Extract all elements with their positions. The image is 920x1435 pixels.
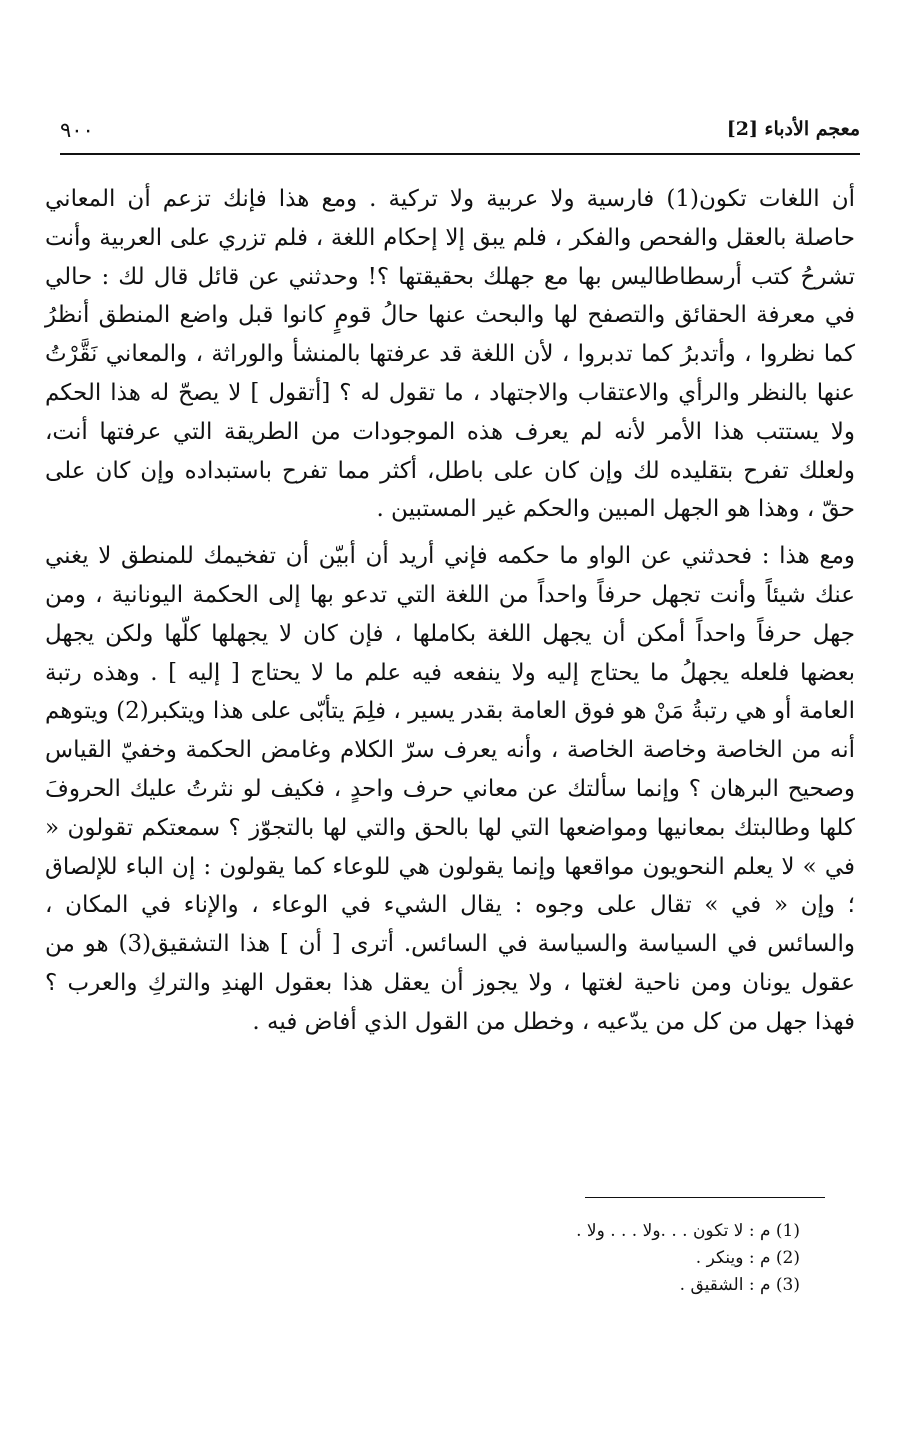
page-header xyxy=(60,118,860,148)
footnote-1: (1) م : لا تكون . . .ولا . . . ولا . xyxy=(576,1221,800,1241)
footnote-3: (3) م : الشقيق . xyxy=(679,1275,800,1295)
running-title: معجم الأدباء [2] xyxy=(726,118,860,140)
footnote-rule xyxy=(585,1197,825,1198)
paragraph-1: أن اللغات تكون(1) فارسية ولا عربية ولا تركية . ومع هذا فإنك تزعم أن المعاني حاصلة بالعقل والفحص والفكر ، فلم يبق إلا إحكام اللغة ، فلم تزري على العربية وأنت تشرحُ كتب أرسطاطاليس بها مع جهلك بحقيقتها ؟! وحدثني عن قائل قال لك : حالي في معرفة الحقائق والتصفح لها والبحث عنها حالُ قومٍ كانوا قبل واضع المنطق أنظرُ كما نظروا ، وأتدبرُ كما تدبروا ، لأن اللغة قد عرفتها بالمنشأ والوراثة ، والمعاني نَقَّرْتُ عنها بالنظر والرأي والاعتقاب والاجتهاد ، ما تقول له ؟ [أتقول ] لا يصحّ له هذا الحكم ولا يستتب هذا الأمر لأنه لم يعرف هذه الموجودات من الطريقة التي عرفتها أنت، ولعلك تفرح بتقليده لك وإن كان على باطل، أكثر مما تفرح باستبداده وإن كان على حقّ ، وهذا هو الجهل المبين والحكم غير المستبين . xyxy=(45,186,855,523)
header-rule xyxy=(60,153,860,155)
main-text xyxy=(45,180,855,1042)
paragraph-2: ومع هذا : فحدثني عن الواو ما حكمه فإني أريد أن أبيّن أن تفخيمك للمنطق لا يغني عنك شيئاً وأنت تجهل حرفاً واحداً من اللغة التي تدعو بها إلى الحكمة اليونانية ، ومن جهل حرفاً واحداً أمكن أن يجهل اللغة بكاملها ، فإن كان لا يجهلها كلّها ولكن يجهل بعضها فلعله يجهلُ ما يحتاج إليه ولا ينفعه فيه علم ما لا يحتاج [ إليه ] . وهذه رتبة العامة أو هي رتبةُ مَنْ هو فوق العامة بقدر يسير ، فلِمَ يتأبّى على هذا ويتكبر(2) ويتوهم أنه من الخاصة وخاصة الخاصة ، وأنه يعرف سرّ الكلام وغامض الحكمة وخفيّ القياس وصحيح البرهان ؟ وإنما سألتك عن معاني حرف واحدٍ ، فكيف لو نثرتُ عليك الحروفَ كلها وطالبتك بمعانيها ومواضعها التي لها بالحق والتي لها بالتجوّز ؟ سمعتكم تقولون « في » لا يعلم النحويون مواقعها وإنما يقولون هي للوعاء كما يقولون : إن الباء للإلصاق ؛ وإن « في » تقال على وجوه : يقال الشيء في الوعاء ، والإناء في المكان ، والسائس في السياسة والسياسة في السائس. أترى [ أن ] هذا التشقيق(3) هو من عقول يونان ومن ناحية لغتها ، ولا يجوز أن يعقل هذا بعقول الهندِ والتركِ والعرب ؟ فهذا جهل من كل من يدّعيه ، وخطل من القول الذي أفاض فيه . xyxy=(45,543,855,1035)
footnotes xyxy=(500,1218,800,1299)
page-number: ٩٠٠ xyxy=(60,118,94,142)
footnote-2: (2) م : وينكر . xyxy=(695,1248,800,1268)
